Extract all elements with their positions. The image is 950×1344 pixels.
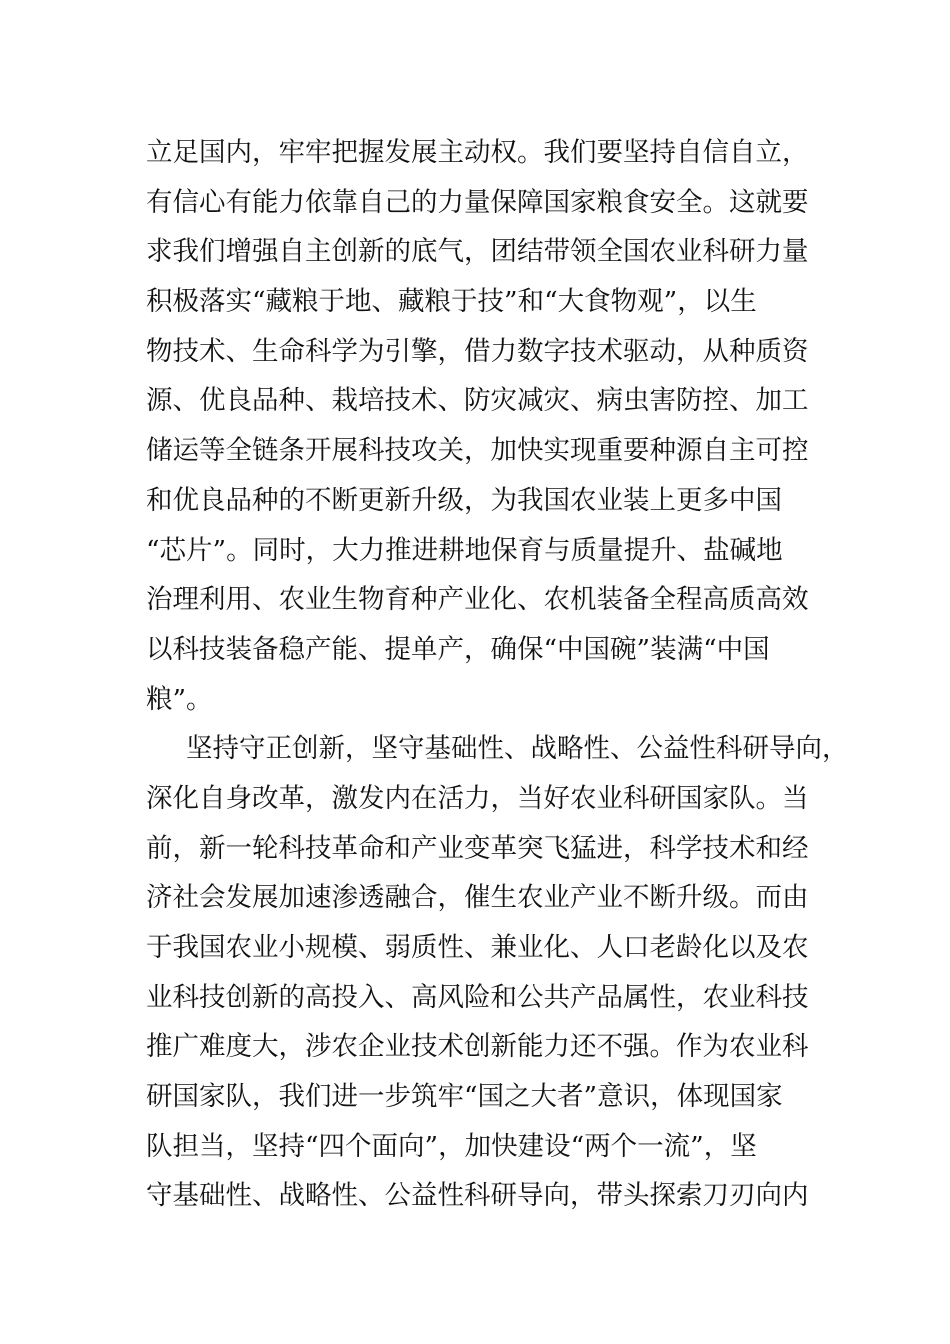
text-line: 前，新一轮科技革命和产业变革突飞猛进，科学技术和经	[146, 832, 809, 864]
text-line: 求我们增强自主创新的底气，团结带领全国农业科研力量	[146, 236, 809, 268]
text-line: 推广难度大，涉农企业技术创新能力还不强。作为农业科	[146, 1031, 809, 1063]
text-line: 以科技装备稳产能、提单产，确保“中国碗”装满“中国	[146, 633, 770, 665]
text-line: 于我国农业小规模、弱质性、兼业化、人口老龄化以及农	[146, 932, 809, 963]
paragraph-2	[146, 724, 849, 1221]
text-line: 粮”。	[146, 683, 213, 715]
text-line: 济社会发展加速渗透融合，催生农业产业不断升级。而由	[146, 882, 809, 914]
text-line: 立足国内，牢牢把握发展主动权。我们要坚持自信自立，	[146, 137, 809, 168]
text-line: 储运等全链条开展科技攻关，加快实现重要种源自主可控	[146, 435, 809, 467]
text-line: “芯片”。同时，大力推进耕地保育与质量提升、盐碱地	[146, 534, 783, 566]
text-line: 坚持守正创新，坚守基础性、战略性、公益性科研导向，	[186, 733, 849, 765]
paragraph-1	[146, 128, 826, 724]
text-line: 业科技创新的高投入、高风险和公共产品属性，农业科技	[146, 981, 809, 1013]
document-body	[146, 128, 849, 1221]
text-line: 有信心有能力依靠自己的力量保障国家粮食安全。这就要	[146, 186, 809, 218]
text-line: 物技术、生命科学为引擎，借力数字技术驱动，从种质资	[146, 335, 809, 367]
text-line: 队担当，坚持“四个面向”，加快建设“两个一流”，坚	[146, 1130, 757, 1162]
text-line: 源、优良品种、栽培技术、防灾减灾、病虫害防控、加工	[146, 385, 809, 417]
text-line: 和优良品种的不断更新升级，为我国农业装上更多中国	[146, 484, 782, 516]
text-line: 深化自身改革，激发内在活力，当好农业科研国家队。当	[146, 782, 809, 814]
text-line: 守基础性、战略性、公益性科研导向，带头探索刀刃向内	[146, 1180, 809, 1212]
text-line: 治理利用、农业生物育种产业化、农机装备全程高质高效	[146, 584, 809, 616]
text-line: 研国家队，我们进一步筑牢“国之大者”意识，体现国家	[146, 1081, 783, 1113]
text-line: 积极落实“藏粮于地、藏粮于技”和“大食物观”，以生	[146, 286, 757, 318]
